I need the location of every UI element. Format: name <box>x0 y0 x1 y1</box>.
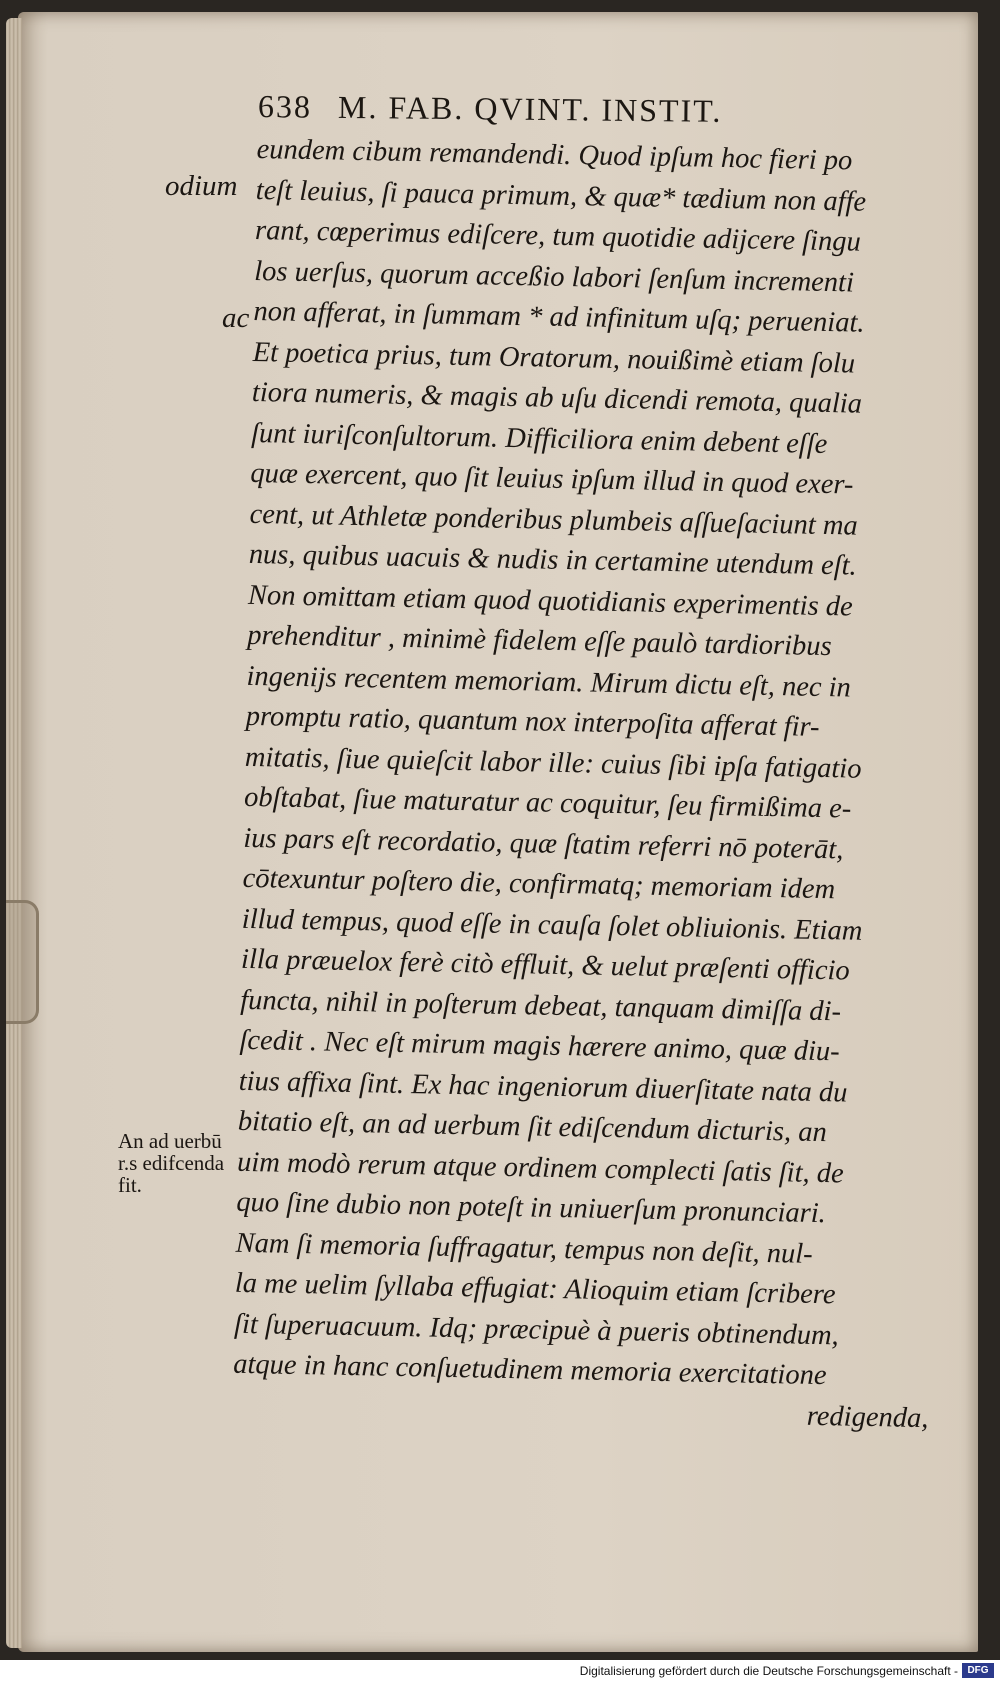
text-line: teſt leuius, ſi pauca primum, & quæ* tædium non affe <box>255 174 867 218</box>
book-clasp <box>6 900 39 1024</box>
margin-note-odium: odium <box>165 170 238 202</box>
text-line: promptu ratio, quantum nox interpoſita afferat fir- <box>245 700 820 743</box>
text-line: cent, ut Athletæ ponderibus plumbeis aſſueſaciunt ma <box>249 498 859 542</box>
body-text <box>232 130 957 1439</box>
text-line: Non omittam etiam quod quotidianis experimentis de <box>247 579 854 623</box>
text-line: nus, quibus uacuis & nudis in certamine utendum eſt. <box>248 538 857 582</box>
text-line: eundem cibum remandendi. Quod ipſum hoc fieri po <box>256 133 853 177</box>
page-number: 638 <box>257 88 313 125</box>
text-line: atque in hanc conſuetudinem memoria exercitatione <box>233 1348 827 1392</box>
text-line: tiora numeris, & magis ab uſu dicendi remota, qualia <box>251 376 863 420</box>
text-line: illa præuelox ferè citò effluit, & uelut præſenti officio <box>240 943 850 987</box>
text-line: illud tempus, quod eſſe in cauſa ſolet obliuionis. Etiam <box>241 903 863 947</box>
text-line: ſit ſuperuacuum. Idq; præcipuè à pueris obtinendum, <box>233 1308 840 1351</box>
text-line: prehenditur , minimè fidelem eſſe paulò tardioribus <box>246 619 832 663</box>
catchword: redigenda, <box>806 1400 929 1434</box>
text-line: Et poetica prius, tum Oratorum, nouißimè etiam ſolu <box>252 336 856 380</box>
margin-note-ac: ac <box>222 302 250 334</box>
text-line: tius affixa ſint. Ex hac ingeniorum diuerſitate nata du <box>238 1065 848 1109</box>
page-edge-stack <box>6 18 22 1648</box>
text-line: non afferat, in ſummam * ad infinitum uſq; perueniat. <box>253 295 865 339</box>
text-line: rant, cœperimus ediſcere, tum quotidie adijcere ſingu <box>254 214 862 258</box>
running-title: M. FAB. QVINT. INSTIT. <box>337 88 723 129</box>
margin-note-line: An ad uerbū <box>118 1129 222 1153</box>
text-line: ingenijs recentem memoriam. Mirum dictu eſt, nec in <box>246 660 852 704</box>
footer-credit: Digitalisierung gefördert durch die Deutsche Forschungsgemeinschaft - <box>579 1664 958 1678</box>
text-line: obſtabat, ſiue maturatur ac coquitur, ſeu firmißima e- <box>243 781 852 825</box>
text-line: los uerſus, quorum acceßio labori ſenſum incrementi <box>253 255 855 298</box>
text-line: uim modò rerum atque ordinem complecti ſatis ſit, de <box>236 1146 844 1189</box>
text-line: mitatis, ſiue quieſcit labor ille: cuius ſibi ipſa fatigatio <box>244 741 862 785</box>
margin-note-line: fit. <box>118 1173 142 1197</box>
text-line: bitatio eſt, an ad uerbum ſit ediſcendum dicturis, an <box>237 1105 828 1149</box>
margin-note-line: r.s edifcenda <box>118 1151 225 1175</box>
text-line: ſunt iuriſconſultorum. Difficiliora enim debent eſſe <box>250 417 828 460</box>
text-line: cōtexuntur poſtero die, confirmatq; memoriam idem <box>242 862 836 906</box>
running-header <box>258 88 878 134</box>
text-line: la me uelim ſyllaba effugiat: Alioquim etiam ſcribere <box>234 1267 836 1311</box>
text-line: Nam ſi memoria ſuffragatur, tempus non deſit, nul- <box>235 1227 813 1270</box>
text-line: ius pars eſt recordatio, quæ ſtatim referri nō poterāt, <box>243 822 844 865</box>
text-line: quæ exercent, quo ſit leuius ipſum illud in quod exer- <box>250 457 854 501</box>
digitization-footer <box>0 1660 1000 1683</box>
dfg-logo: DFG <box>962 1663 994 1678</box>
text-line: quo ſine dubio non poteſt in uniuerſum pronunciari. <box>236 1186 827 1230</box>
text-line: ſcedit . Nec eſt mirum magis hærere animo, quæ diu- <box>239 1024 840 1068</box>
text-line: functa, nihil in poſterum debeat, tanquam dimiſſa di- <box>240 984 842 1027</box>
margin-note-an-ad-verbum <box>118 1130 224 1196</box>
